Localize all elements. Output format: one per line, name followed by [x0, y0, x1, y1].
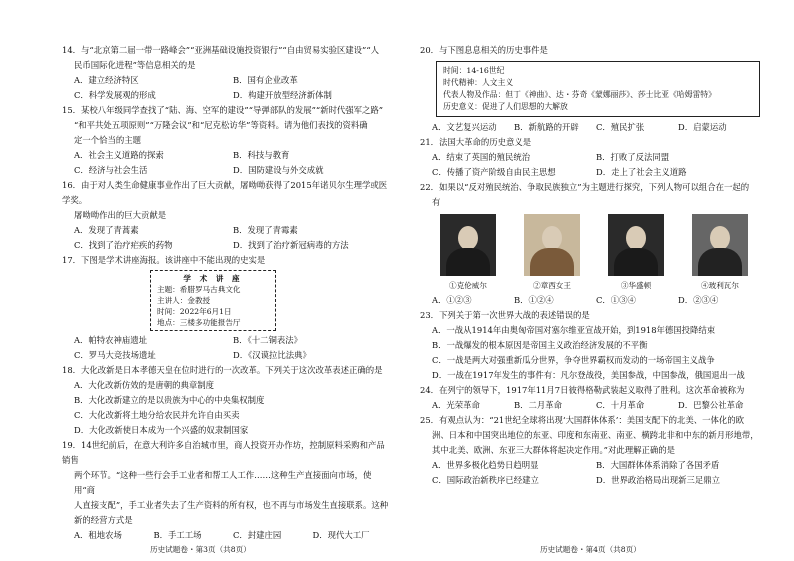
q21-option-c: C．传播了资产阶级自由民主思想 — [432, 167, 556, 177]
q17-option-b: B．《十二铜表法》 — [233, 335, 302, 345]
q15-stem: 15．某校八年级同学查找了“陆、海、空军的建设”“导弹部队的发展”“新时代强军之路” — [62, 105, 384, 115]
q18-option-d: D．大化改新使日本成为一个兴盛的奴隶制国家 — [74, 425, 249, 435]
bolivar-portrait — [692, 214, 748, 276]
q18-option-a: A．大化改新仿效的是唐朝的典章制度 — [74, 380, 215, 390]
q25-option-d: D．世界政治格局出现新三足鼎立 — [596, 475, 720, 485]
q20-option-c: C．殖民扩张 — [596, 122, 645, 132]
q15-stem-2: “和平共处五项原则”“万隆会议”和“尼克松访华”等资料。请为他们表找的资料确 — [74, 120, 368, 130]
q23-option-b: B．一战爆发的根本原因是帝国主义政治经济发展的不平衡 — [432, 340, 648, 350]
q19-stem-3: 人直接支配”，手工业者失去了生产资料的所有权，也不再与市场发生直接联系。这种 — [74, 500, 389, 510]
portrait-row — [440, 214, 760, 293]
renaissance-info-box — [436, 61, 760, 117]
right-page-footer: 历史试题卷・第4页（共8页） — [540, 545, 641, 554]
q15-option-d: D．国防建设与外交成就 — [233, 165, 324, 175]
q21-option-b: B．打败了反法同盟 — [596, 152, 670, 162]
q24-option-a: A．光荣革命 — [432, 400, 480, 410]
info-time: 时间：14-16世纪 — [443, 66, 505, 75]
q22-option-b: B．①②④ — [514, 295, 554, 305]
rani-portrait — [524, 214, 580, 276]
q19-stem-4: 新的经营方式是 — [74, 515, 133, 525]
q24-option-c: C．十月革命 — [596, 400, 645, 410]
q14-stem-2: 民币国际化进程”等信息相关的是 — [74, 60, 196, 70]
q23-option-d: D．一战在1917年发生的事件有：凡尔登战役，美国参战，中国参战，俄国退出一战 — [432, 370, 745, 380]
lecture-time: 时间：2022年6月1日 — [157, 307, 232, 316]
q15-option-a: A．社会主义道路的探索 — [74, 150, 164, 160]
q16-option-d: D．找到了治疗新冠病毒的方法 — [233, 240, 349, 250]
washington-portrait — [608, 214, 664, 276]
q24-option-d: D．巴黎公社革命 — [678, 400, 744, 410]
q14-option-b: B．国有企业改革 — [233, 75, 298, 85]
q17-option-a: A．帕特农神庙遗址 — [74, 335, 148, 345]
q17-stem: 17．下图是学术讲座海报。该讲座中不能出现的史实是 — [62, 255, 266, 265]
info-spirit: 时代精神：人文主义 — [443, 78, 514, 87]
q25-stem: 25．有观点认为：“21世纪全球将出现‘大国群体体系’：美国支配下的北美、一体化的欧 — [420, 415, 745, 425]
q20-option-d: D．启蒙运动 — [678, 122, 727, 132]
q18-stem: 18．大化改新是日本孝德天皇在位时进行的一次改革。下列关于这次改革表述正确的是 — [62, 365, 383, 375]
q19-option-d: D．现代大工厂 — [312, 530, 370, 540]
q22-option-a: A．①②③ — [432, 295, 472, 305]
q20-option-b: B．新航路的开辟 — [514, 122, 579, 132]
right-page — [420, 43, 760, 488]
q23-stem: 23．下列关于第一次世界大战的表述错误的是 — [420, 310, 590, 320]
lecture-place: 地点：三楼多功能报告厅 — [157, 318, 241, 327]
q21-option-a: A．结束了英国的殖民统治 — [432, 152, 531, 162]
q22-stem-2: 有 — [432, 197, 441, 207]
q25-stem-3: 其中北美、欧洲、东亚三大群体将起决定作用。”对此理解正确的是 — [432, 445, 675, 455]
q17-option-c: C．罗马大竞技场遗址 — [74, 350, 156, 360]
q16-option-b: B．发现了青霉素 — [233, 225, 298, 235]
info-significance: 历史意义：促进了人们思想的大解放 — [443, 102, 568, 111]
q23-option-c: C．一战是两大对强重新瓜分世界，争夺世界霸权而发动的一场帝国主义战争 — [432, 355, 715, 365]
q15-stem-3: 定一个恰当的主题 — [74, 135, 141, 145]
cromwell-portrait — [440, 214, 496, 276]
q21-stem: 21．法国大革命的历史意义是 — [420, 137, 532, 147]
q14-option-a: A．建立经济特区 — [74, 75, 139, 85]
caption-rani: ②章西女王 — [533, 281, 571, 290]
lecture-title: 学 术 讲 座 — [183, 274, 243, 283]
q16-option-c: C．找到了治疗疟疾的药物 — [74, 240, 173, 250]
q20-option-a: A．文艺复兴运动 — [432, 122, 497, 132]
q17-option-d: D．《汉谟拉比法典》 — [233, 350, 311, 360]
q15-option-b: B．科技与教育 — [233, 150, 290, 160]
q22-option-d: D．②③④ — [678, 295, 719, 305]
q16-stem-2: 屠呦呦作出的巨大贡献是 — [74, 210, 167, 220]
caption-cromwell: ①克伦威尔 — [449, 281, 487, 290]
q24-option-b: B．二月革命 — [514, 400, 563, 410]
q14-stem: 14．与“北京第二届一带一路峰会”“亚洲基础设施投资银行”“自由贸易实验区建设”“人 — [62, 45, 380, 55]
q25-option-b: B．大国群体体系消除了各国矛盾 — [596, 460, 720, 470]
q19-option-a: A．租地农场 — [74, 530, 122, 540]
left-page — [62, 43, 392, 543]
q15-option-c: C．经济与社会生活 — [74, 165, 148, 175]
q22-stem: 22．如果以“反对殖民统治、争取民族独立”为主题进行探究，下列人物可以组合在一起的 — [420, 182, 750, 192]
q18-option-b: B．大化改新建立的是以贵族为中心的中央集权制度 — [74, 395, 265, 405]
caption-bolivar: ④玻利瓦尔 — [701, 281, 739, 290]
q20-stem: 20．与下图息息相关的历史事件是 — [420, 45, 548, 55]
q19-stem: 19．14世纪前后，在意大利许多自治城市里，商人投资开办作坊，控制原料采购和产品销售 — [62, 440, 385, 465]
q19-option-c: C．封建庄园 — [233, 530, 282, 540]
q24-stem: 24．在列宁的领导下，1917年11月7日彼得格勒武装起义取得了胜利。这次革命被称为 — [420, 385, 745, 395]
q25-option-a: A．世界多极化趋势日趋明显 — [432, 460, 539, 470]
lecture-poster — [150, 270, 276, 331]
q19-stem-2: 两个环节。“这种一些行会手工业者和帮工人工作……这种生产直接面向市场，使用“商 — [74, 470, 372, 495]
lecture-speaker: 主讲人：金教授 — [157, 296, 211, 305]
lecture-topic: 主题：希腊罗马古典文化 — [157, 285, 241, 294]
q25-option-c: C．国际政治新秩序已经建立 — [432, 475, 539, 485]
q16-stem: 16．由于对人类生命健康事业作出了巨大贡献，屠呦呦获得了2015年诺贝尔生理学或医学奖。 — [62, 180, 388, 205]
q23-option-a: A．一战从1914年由奥匈帝国对塞尔维亚宣战开始，到1918年德国投降结束 — [432, 325, 716, 335]
q14-option-d: D．构建开放型经济新体制 — [233, 90, 332, 100]
q22-option-c: C．①③④ — [596, 295, 636, 305]
q25-stem-2: 洲、日本和中国突出地位的东亚、印度和东南亚、南亚、横跨北非和中东的新月形地带， — [432, 430, 759, 440]
info-figures: 代表人物及作品：但丁《神曲》、达・芬奇《蒙娜丽莎》、莎士比亚《哈姆雷特》 — [443, 90, 716, 99]
caption-washington: ③华盛顿 — [620, 281, 652, 290]
left-page-footer: 历史试题卷・第3页（共8页） — [150, 545, 251, 554]
q18-option-c: C．大化改新将土地分给农民并允许自由买卖 — [74, 410, 240, 420]
q14-option-c: C．科学发展观的形成 — [74, 90, 156, 100]
q21-option-d: D．走上了社会主义道路 — [596, 167, 687, 177]
q16-option-a: A．发现了青蒿素 — [74, 225, 139, 235]
q19-option-b: B．手工工场 — [153, 530, 202, 540]
